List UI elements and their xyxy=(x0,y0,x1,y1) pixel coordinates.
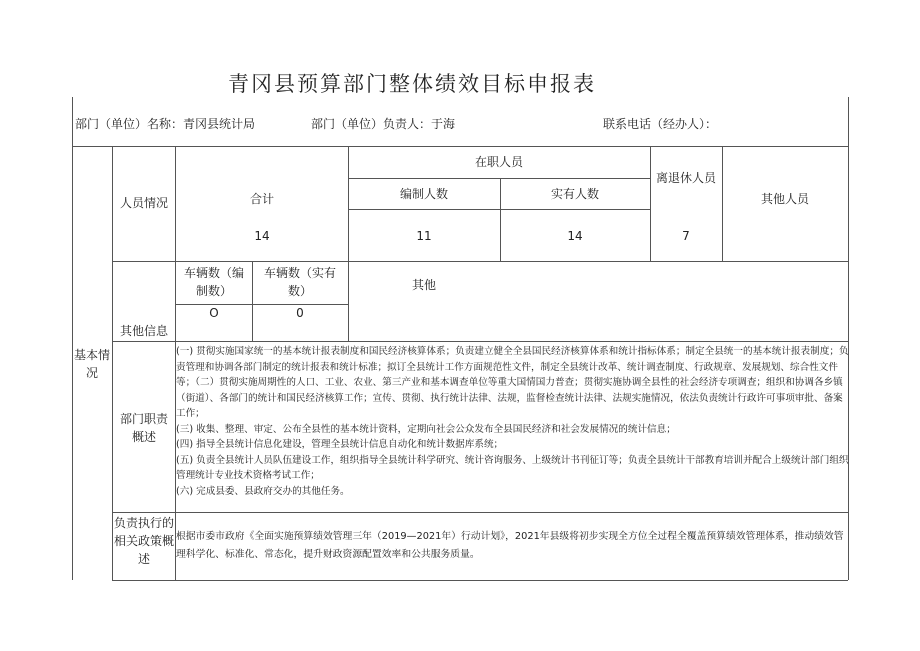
col-established: 编制人数 xyxy=(399,187,448,201)
dept-name: 部门（单位）名称：青冈县统计局 xyxy=(75,117,256,131)
responsibility-paragraph: (六) 完成县委、县政府交办的其他任务。 xyxy=(176,485,350,497)
dept-head: 部门（单位）负责人：于海 xyxy=(311,117,456,131)
section-label-basic: 基本情况 xyxy=(74,348,111,380)
value-actual: 14 xyxy=(567,229,583,243)
personnel-row-label: 人员情况 xyxy=(119,196,168,210)
policy-row-label: 负责执行的相关政策概述 xyxy=(114,516,175,566)
responsibility-paragraph: (一) 贯彻实施国家统一的基本统计报表制度和国民经济核算体系；负责建立健全全县国民经济核算体系和统计指标体系；制定全县统一的基本统计报表制度；负责管理和协调各部门制定的统计报表和统计标准；拟订全县统计工作方面规范性文件，制定全县统计改革、统计调查制度、行政规章、发展规划、综合性文件等；（二）贯彻实施周期性的人口、工业、农业、第三产业和基本调查单位等重大国情国力普查；贯彻实施协调全县性的社会经济专项调查；组织和协调各乡镇（街道）、各部门的统计和国民经济核算工作；宣传、贯彻、执行统计法律、法规，监督检查统计法律、法规实施情况，依法负责统计行政许可事项审批、备案工作； xyxy=(176,346,849,419)
value-vehicle-actual: 0 xyxy=(296,306,304,320)
col-vehicle-actual: 车辆数（实有数） xyxy=(263,266,336,298)
in-service-header: 在职人员 xyxy=(474,155,523,169)
col-retired: 离退休人员 xyxy=(655,171,716,185)
other-info-row-label: 其他信息 xyxy=(119,324,168,338)
col-vehicle-established: 车辆数（编制数） xyxy=(183,266,244,298)
col-total: 合计 xyxy=(249,192,274,206)
responsibilities-row-label: 部门职责概述 xyxy=(120,412,169,444)
value-total: 14 xyxy=(254,229,270,243)
col-actual: 实有人数 xyxy=(550,187,599,201)
responsibility-paragraph: (三) 收集、整理、审定、公布全县性的基本统计资料，定期向社会公众发布全县国民经济和社会发展情况的统计信息； xyxy=(176,423,676,435)
page-title: 青冈县预算部门整体绩效目标申报表 xyxy=(228,72,596,96)
value-retired: 7 xyxy=(682,229,690,243)
responsibility-paragraph: (四) 指导全县统计信息化建设，管理全县统计信息自动化和统计数据库系统； xyxy=(176,439,504,450)
responsibilities-text xyxy=(176,344,850,499)
value-vehicle-established: O xyxy=(209,306,219,320)
col-other-info: 其他 xyxy=(411,278,436,292)
col-other-staff: 其他人员 xyxy=(760,192,809,206)
contact-phone: 联系电话（经办人）： xyxy=(603,117,718,131)
value-established: 11 xyxy=(416,229,432,243)
policy-text: 根据市委市政府《全面实施预算绩效管理三年（2019—2021年）行动计划》，2021年县级将初步实现全方位全过程全覆盖预算绩效管理体系，推动绩效管理科学化、标准化、常态化，提升财政资源配置效率和公共服务质量。 xyxy=(176,531,844,560)
responsibility-paragraph: (五) 负责全县统计人员队伍建设工作，组织指导全县统计科学研究、统计咨询服务、上级统计书刊征订等；负责全县统计干部教育培训并配合上级统计部门组织管理统计专业技术资格考试工作； xyxy=(176,454,849,481)
